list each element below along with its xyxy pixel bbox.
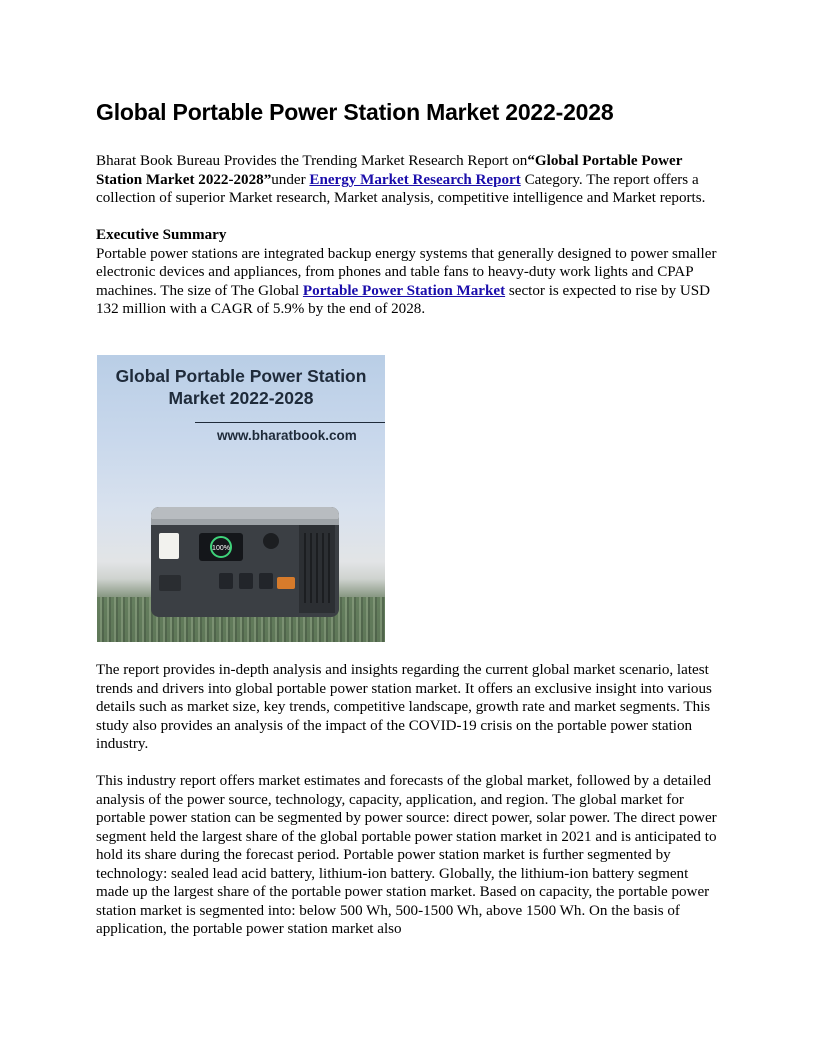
banner-url: www.bharatbook.com — [217, 428, 357, 443]
banner-divider — [195, 422, 385, 423]
document-page — [96, 97, 722, 937]
energy-report-link[interactable]: Energy Market Research Report — [309, 171, 521, 188]
executive-summary-heading: Executive Summary — [96, 227, 227, 243]
device-display-text: 100% — [212, 545, 230, 552]
exec-text: Portable power stations are integrated backup energy systems that generally designed to power smaller electronic devices and appliances, from phones and table fans to heavy-duty work lights and CPAP machines. The size of The Global — [96, 245, 717, 299]
banner-title-line2: Market 2022-2028 — [168, 388, 314, 408]
intro-report-title: “Global Portable Power Station Market 2022-2028” — [96, 153, 683, 188]
intro-rest: Category. The report offers a collection of superior Market research, Market analysis, competitive intelligence and Market reports. — [96, 171, 706, 206]
banner-title-line1: Global Portable Power Station — [115, 366, 367, 386]
executive-summary — [96, 226, 722, 319]
portable-power-station-market-link[interactable]: Portable Power Station Market — [302, 282, 506, 299]
intro-paragraph — [96, 152, 722, 208]
page-title: Global Portable Power Station Market 2022-2028 — [96, 99, 614, 125]
report-banner-image — [97, 355, 385, 642]
intro-under: under — [271, 171, 310, 188]
intro-text: Bharat Book Bureau Provides the Trending Market Research Report on — [96, 153, 528, 169]
exec-rest: sector is expected to rise by USD 132 million with a CAGR of 5.9% by the end of 2028. — [96, 282, 711, 317]
power-station-illustration — [149, 499, 341, 617]
industry-paragraph: This industry report offers market estimates and forecasts of the global market, followed by a detailed analysis of the power source, technology, capacity, application, and region. The global market for portable power station can be segmented by power source: direct power, solar power. The direct power segment held the largest share of the global portable power station market in 2021 and is anticipated to hold its share during the forecast period. Portable power station market is further segmented by technology: sealed lead acid battery, lithium-ion battery. Globally, the lithium-ion battery segment made up the largest share of the portable power station market. Based on capacity, the portable power station market is segmented into: below 500 Wh, 500-1500 Wh, above 1500 Wh. On the basis of application, the portable power station market also — [96, 773, 717, 937]
analysis-paragraph: The report provides in-depth analysis and insights regarding the current global market scenario, latest trends and drivers into global portable power station market. It offers an exclusive insight into various details such as market size, key trends, competitive landscape, growth rate and market segments. This study also provides an analysis of the impact of the COVID-19 crisis on the portable power station industry. — [96, 662, 712, 752]
